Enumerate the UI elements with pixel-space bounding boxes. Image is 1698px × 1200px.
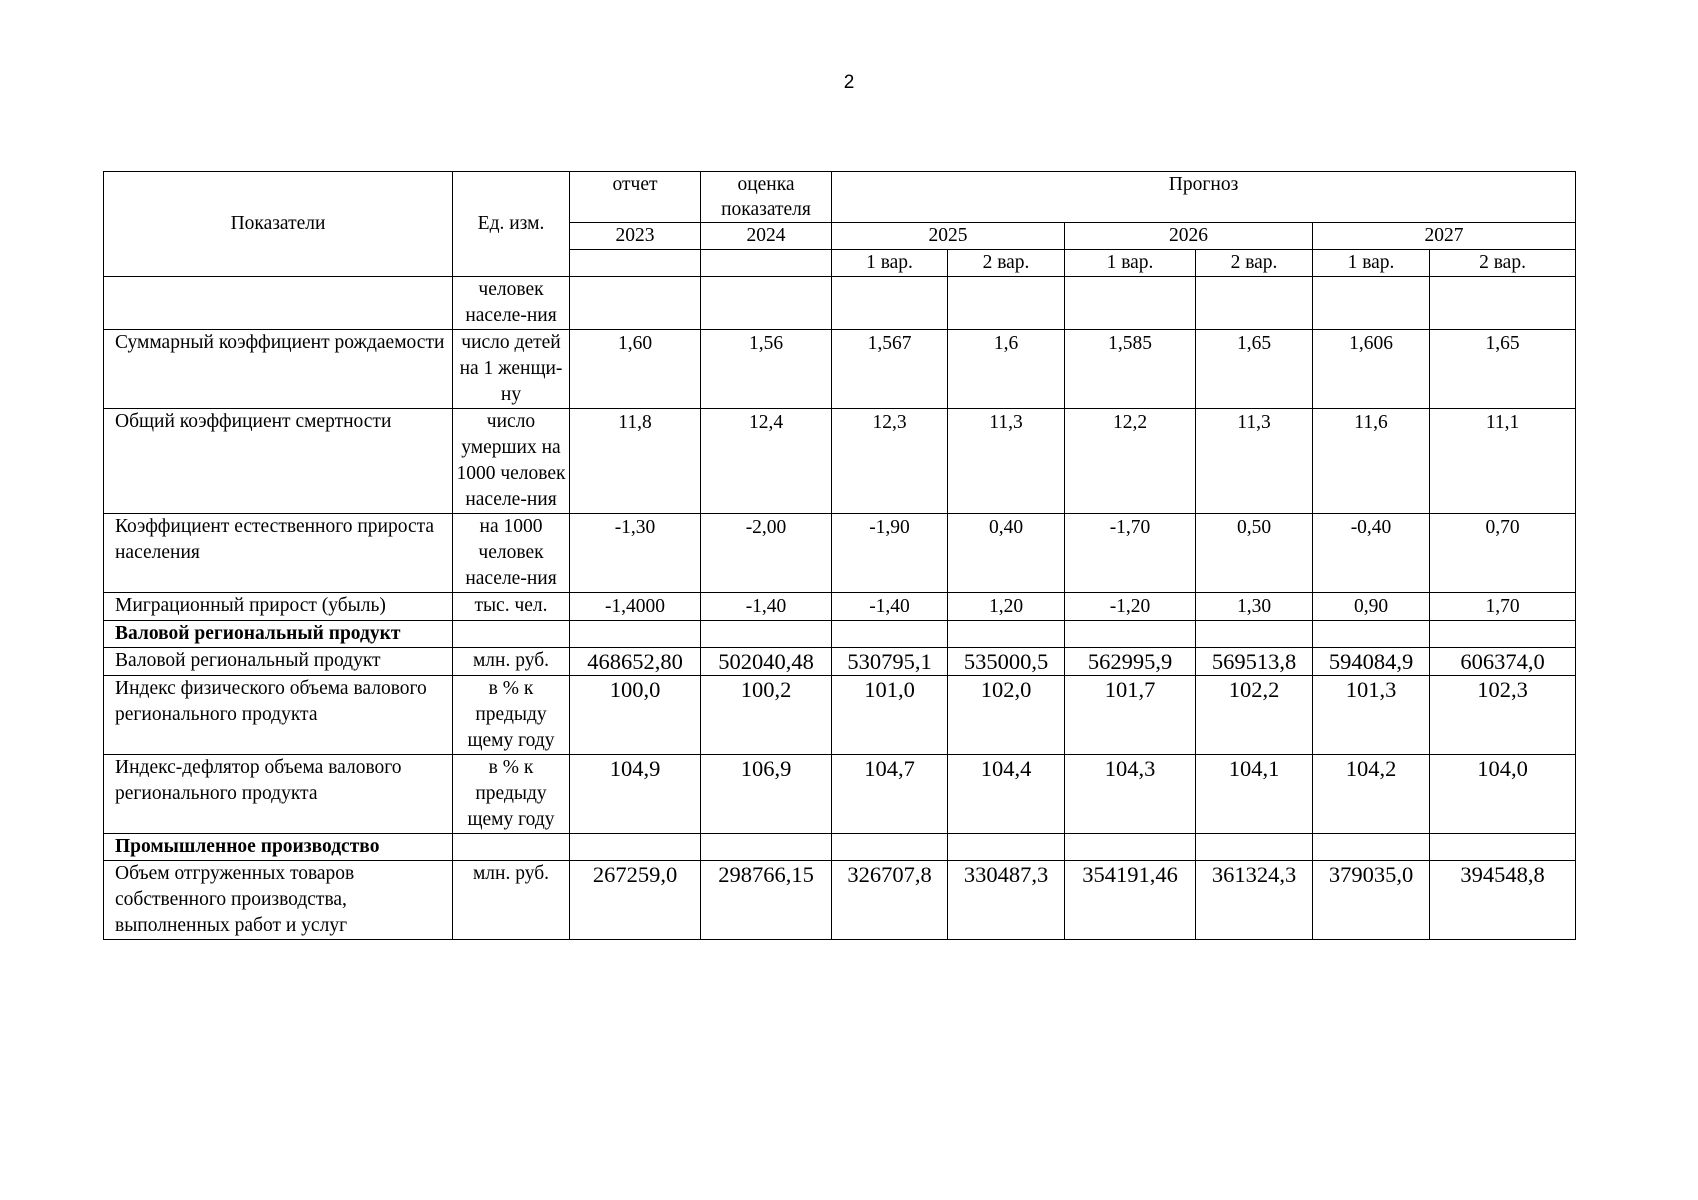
value-cell	[1430, 277, 1576, 330]
table-row	[104, 861, 1576, 940]
value-cell: 361324,3	[1196, 861, 1313, 940]
header-blank	[570, 250, 701, 277]
indicator-name: Суммарный коэффициент рождаемости	[104, 330, 453, 409]
indicator-name: Валовой региональный продукт	[104, 648, 453, 676]
unit-cell: тыс. чел.	[453, 593, 570, 621]
value-cell: 1,56	[701, 330, 832, 409]
value-cell	[832, 277, 948, 330]
value-cell: 298766,15	[701, 861, 832, 940]
indicator-name: Индекс-дефлятор объема валового регионального продукта	[104, 755, 453, 834]
header-indicators: Показатели	[104, 172, 453, 277]
value-cell: 11,6	[1313, 409, 1430, 514]
table-body	[104, 277, 1576, 940]
empty-cell	[1430, 834, 1576, 861]
value-cell: 11,3	[948, 409, 1065, 514]
empty-cell	[1196, 834, 1313, 861]
indicator-name: Общий коэффициент смертности	[104, 409, 453, 514]
value-cell: 104,3	[1065, 755, 1196, 834]
header-variant: 1 вар.	[1065, 250, 1196, 277]
empty-cell	[1065, 621, 1196, 648]
table-row	[104, 277, 1576, 330]
value-cell: 101,3	[1313, 676, 1430, 755]
value-cell: 267259,0	[570, 861, 701, 940]
unit-cell: на 1000 человек населе-ния	[453, 514, 570, 593]
value-cell: 100,0	[570, 676, 701, 755]
empty-cell	[701, 834, 832, 861]
header-variant: 2 вар.	[1430, 250, 1576, 277]
value-cell	[701, 277, 832, 330]
value-cell: 104,7	[832, 755, 948, 834]
value-cell: 12,3	[832, 409, 948, 514]
unit-cell: число детей на 1 женщи-ну	[453, 330, 570, 409]
table-header	[104, 172, 1576, 277]
header-estimate: оценка показателя	[701, 172, 832, 223]
value-cell: 101,0	[832, 676, 948, 755]
value-cell: 102,2	[1196, 676, 1313, 755]
unit-cell: в % к предыду щему году	[453, 676, 570, 755]
value-cell: 102,0	[948, 676, 1065, 755]
value-cell: 354191,46	[1065, 861, 1196, 940]
value-cell: 1,65	[1430, 330, 1576, 409]
table-row	[104, 648, 1576, 676]
header-report: отчет	[570, 172, 701, 223]
empty-cell	[948, 621, 1065, 648]
header-unit: Ед. изм.	[453, 172, 570, 277]
value-cell: 106,9	[701, 755, 832, 834]
table-row	[104, 676, 1576, 755]
section-row	[104, 621, 1576, 648]
value-cell: 11,3	[1196, 409, 1313, 514]
header-blank	[701, 250, 832, 277]
value-cell: 104,9	[570, 755, 701, 834]
indicator-name: Коэффициент естественного прироста населения	[104, 514, 453, 593]
empty-cell	[1313, 834, 1430, 861]
value-cell: 1,30	[1196, 593, 1313, 621]
page-number: 2	[843, 72, 855, 93]
value-cell: 1,585	[1065, 330, 1196, 409]
unit-cell: человек населе-ния	[453, 277, 570, 330]
indicator-name: Индекс физического объема валового регионального продукта	[104, 676, 453, 755]
header-year-2027: 2027	[1313, 223, 1576, 250]
header-year-2025: 2025	[832, 223, 1065, 250]
value-cell	[1065, 277, 1196, 330]
header-year-2023: 2023	[570, 223, 701, 250]
value-cell: -1,4000	[570, 593, 701, 621]
empty-cell	[570, 834, 701, 861]
empty-cell	[832, 834, 948, 861]
value-cell: 606374,0	[1430, 648, 1576, 676]
value-cell	[948, 277, 1065, 330]
value-cell: 0,50	[1196, 514, 1313, 593]
section-title: Валовой региональный продукт	[104, 621, 453, 648]
header-variant: 1 вар.	[1313, 250, 1430, 277]
empty-cell	[948, 834, 1065, 861]
empty-cell	[1313, 621, 1430, 648]
value-cell	[1313, 277, 1430, 330]
unit-cell: число умерших на 1000 человек населе-ния	[453, 409, 570, 514]
value-cell: 394548,8	[1430, 861, 1576, 940]
indicator-name: Миграционный прирост (убыль)	[104, 593, 453, 621]
table-row	[104, 409, 1576, 514]
value-cell: 330487,3	[948, 861, 1065, 940]
empty-cell	[832, 621, 948, 648]
table-row	[104, 330, 1576, 409]
value-cell: 1,6	[948, 330, 1065, 409]
value-cell: 1,65	[1196, 330, 1313, 409]
table-row	[104, 755, 1576, 834]
value-cell: 1,567	[832, 330, 948, 409]
unit-cell: в % к предыду щему году	[453, 755, 570, 834]
value-cell: 1,606	[1313, 330, 1430, 409]
indicator-name	[104, 277, 453, 330]
header-year-2026: 2026	[1065, 223, 1313, 250]
value-cell	[570, 277, 701, 330]
header-variant: 2 вар.	[948, 250, 1065, 277]
value-cell: 0,90	[1313, 593, 1430, 621]
indicators-table	[103, 171, 1576, 940]
header-forecast: Прогноз	[832, 172, 1576, 223]
value-cell: 569513,8	[1196, 648, 1313, 676]
value-cell: 102,3	[1430, 676, 1576, 755]
unit-cell: млн. руб.	[453, 648, 570, 676]
value-cell: 594084,9	[1313, 648, 1430, 676]
value-cell: 562995,9	[1065, 648, 1196, 676]
value-cell: 0,70	[1430, 514, 1576, 593]
value-cell: 11,8	[570, 409, 701, 514]
empty-cell	[1065, 834, 1196, 861]
value-cell: 535000,5	[948, 648, 1065, 676]
value-cell: 104,0	[1430, 755, 1576, 834]
value-cell: -0,40	[1313, 514, 1430, 593]
value-cell: -1,40	[832, 593, 948, 621]
table-row	[104, 593, 1576, 621]
value-cell: -1,30	[570, 514, 701, 593]
value-cell: 100,2	[701, 676, 832, 755]
header-variant: 2 вар.	[1196, 250, 1313, 277]
value-cell: 379035,0	[1313, 861, 1430, 940]
value-cell: -1,20	[1065, 593, 1196, 621]
empty-cell	[453, 834, 570, 861]
value-cell: 0,40	[948, 514, 1065, 593]
table-row	[104, 514, 1576, 593]
unit-cell: млн. руб.	[453, 861, 570, 940]
empty-cell	[1196, 621, 1313, 648]
empty-cell	[1430, 621, 1576, 648]
value-cell: -1,70	[1065, 514, 1196, 593]
value-cell: 326707,8	[832, 861, 948, 940]
section-title: Промышленное производство	[104, 834, 453, 861]
value-cell: 1,70	[1430, 593, 1576, 621]
empty-cell	[570, 621, 701, 648]
value-cell: 101,7	[1065, 676, 1196, 755]
value-cell: -1,40	[701, 593, 832, 621]
header-year-2024: 2024	[701, 223, 832, 250]
value-cell: 530795,1	[832, 648, 948, 676]
header-variant: 1 вар.	[832, 250, 948, 277]
empty-cell	[701, 621, 832, 648]
value-cell: 104,2	[1313, 755, 1430, 834]
value-cell: 1,60	[570, 330, 701, 409]
value-cell: 12,4	[701, 409, 832, 514]
value-cell: 468652,80	[570, 648, 701, 676]
value-cell: 12,2	[1065, 409, 1196, 514]
value-cell: 11,1	[1430, 409, 1576, 514]
indicator-name: Объем отгруженных товаров собственного производства, выполненных работ и услуг	[104, 861, 453, 940]
value-cell: -1,90	[832, 514, 948, 593]
value-cell: 502040,48	[701, 648, 832, 676]
value-cell: 104,4	[948, 755, 1065, 834]
value-cell: 1,20	[948, 593, 1065, 621]
value-cell: -2,00	[701, 514, 832, 593]
value-cell	[1196, 277, 1313, 330]
value-cell: 104,1	[1196, 755, 1313, 834]
empty-cell	[453, 621, 570, 648]
section-row	[104, 834, 1576, 861]
